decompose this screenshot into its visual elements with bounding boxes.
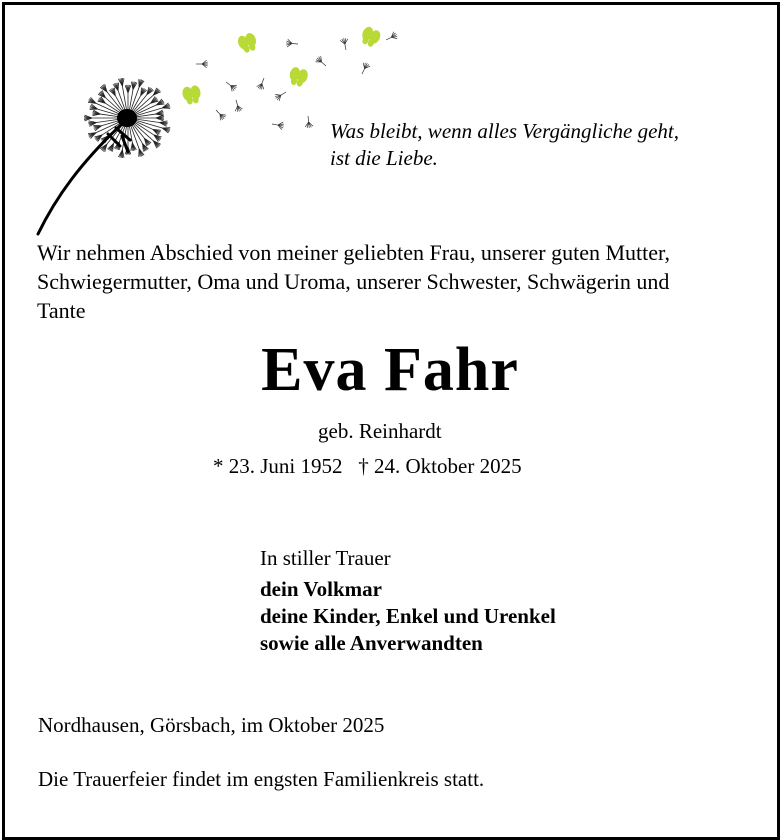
maiden-name: geb. Reinhardt: [318, 419, 442, 443]
place-date: Nordhausen, Görsbach, im Oktober 2025: [38, 713, 385, 737]
life-dates: * 23. Juni 1952 † 24. Oktober 2025: [213, 454, 522, 478]
mourning-lead: In stiller Trauer: [260, 546, 391, 570]
motto-quote: [330, 118, 750, 172]
intro-line-2: Schwiegermutter, Oma und Uroma, unserer Schwester, Schwägerin und: [37, 269, 670, 294]
intro-line-1: Wir nehmen Abschied von meiner geliebten Frau, unserer guten Mutter,: [37, 240, 670, 265]
mourner-name: sowie alle Anverwandten: [260, 631, 483, 655]
funeral-notice: Die Trauerfeier findet im engsten Familienkreis statt.: [38, 767, 485, 791]
deceased-name: Eva Fahr: [261, 336, 519, 404]
motto-line-1: Was bleibt, wenn alles Vergängliche geht,: [330, 119, 679, 143]
intro-line-3: Tante: [37, 298, 86, 323]
mourners-block: [260, 545, 556, 657]
motto-line-2: ist die Liebe.: [330, 146, 438, 170]
mourner-name: dein Volkmar: [260, 577, 382, 601]
intro-text: [37, 238, 749, 325]
mourner-name: deine Kinder, Enkel und Urenkel: [260, 604, 556, 628]
